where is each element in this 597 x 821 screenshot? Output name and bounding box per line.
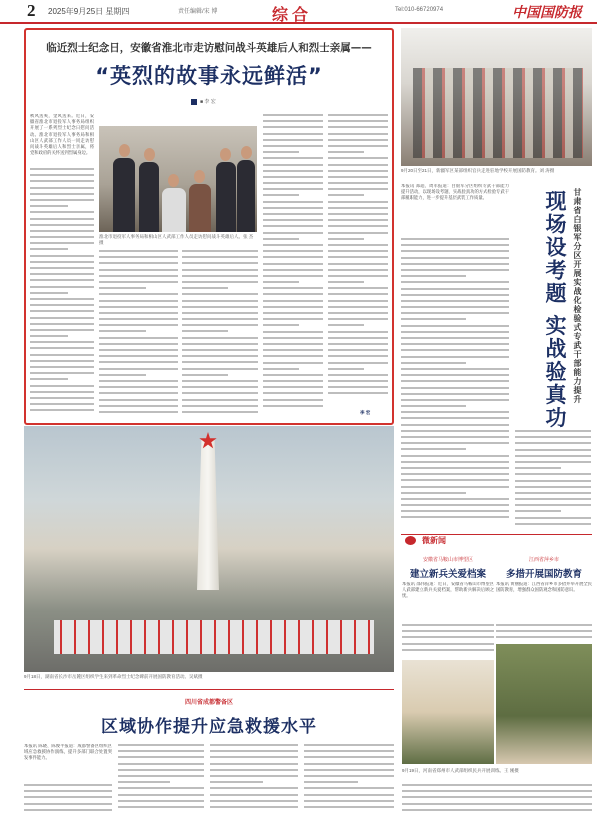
lead-story-text-column-5: [328, 114, 388, 408]
militia-photo-right: [496, 644, 592, 764]
bottom-story-text-column-2: [118, 744, 204, 818]
micro-news-1-body: 本报讯 邵伟报道：近日，安徽省马鞍山市博望区人武部建立新兵关爱档案，帮助新兵解决后顾之忧。: [402, 582, 494, 600]
micro-news-3-text: [402, 784, 592, 816]
side-story-photo: [401, 28, 592, 166]
bottom-story-body: 本报讯 陈晓、陈俊平报道：成都警备区组织区域应急救援协作演练，提升多部门联合处置突发事件能力。: [24, 744, 112, 762]
micro-news-1-text: [402, 624, 494, 656]
lead-story-body: 秋风送爽，金风送来。近日，安徽省淮北市退役军人事务局组织开展了一系列烈士纪念日慰问活动。淮北市退役军人事务局和相山区人武部工作人员一同走访慰问战斗英雄后人和烈士亲属，将党和政府的关怀送到烈属身边。: [30, 114, 94, 157]
lead-story-text-column-3: [182, 250, 258, 418]
side-story-photo-caption: 9月20日至21日，新疆军区某部组织官兵走进驻地学校开展国防教育。刘 涛摄: [401, 168, 555, 173]
side-story-subtitle: 甘肃省白银军分区开展实战化检验式专武干部能力提升: [573, 188, 582, 404]
monument-photo: [24, 426, 394, 672]
bottom-story-kicker: 四川省成都警备区: [184, 699, 233, 706]
bottom-story-headline: 区域协作提升应急救援水平: [101, 717, 317, 737]
side-story-headline: 现场设考题 实战验真功: [543, 190, 567, 430]
phone-number: Tel:010-66720974: [395, 7, 444, 13]
micro-news-title: 微新闻: [422, 536, 446, 545]
paper-logo: 中国国防报: [512, 5, 582, 21]
lead-story-text-column-2: [99, 250, 178, 418]
bottom-story-text-column-4: [304, 744, 394, 818]
militia-photo-left: [402, 660, 494, 764]
lead-story-text-column-4: [263, 114, 323, 418]
bottom-story-rule: [24, 689, 394, 690]
militia-photo-caption: 9月19日，河南省郑州市人武部组织民兵开展训练。王 刚摄: [402, 768, 519, 773]
editors-line: 责任编辑/宋 博: [178, 9, 218, 15]
micro-news-2-headline: 多措开展国防教育: [505, 569, 582, 580]
lead-story-kicker: 临近烈士纪念日，安徽省淮北市走访慰问战斗英雄后人和烈士亲属——: [46, 42, 372, 54]
lead-story-byline: ■ 李 宏: [191, 98, 216, 105]
side-story-text-column-2: [515, 430, 591, 528]
micro-news-1-kicker: 安徽省马鞍山市博望区: [422, 557, 473, 563]
micro-news-icon: [405, 536, 416, 545]
lead-story-author-tag: 李 宏: [360, 410, 371, 415]
bottom-story-text-column-1: [24, 784, 112, 818]
masthead: [0, 0, 597, 24]
lead-story-headline: “英烈的故事永远鲜活”: [95, 64, 323, 88]
issue-date: 2025年9月25日 星期四: [48, 7, 130, 16]
lead-story-text-column-1: [30, 168, 94, 418]
section-title: 综 合: [272, 7, 309, 24]
side-story-body: 本报讯 郑超、周军报道：白银军分区组织专武干部能力提升活动，以现场设考题、实战验真功的方式检验专武干部履职能力，进一步提升基层武装工作质量。: [401, 184, 509, 202]
lead-story-photo-caption: 淮北市退役军人事务局和相山区人武部工作人员走访慰问战斗英雄后人。张 杰摄: [99, 234, 254, 245]
bottom-story-text-column-3: [210, 744, 298, 818]
page-number: 2: [27, 1, 36, 20]
micro-news-1-headline: 建立新兵关爱档案: [409, 569, 486, 580]
micro-news-2-kicker: 江西省萍乡市: [528, 557, 559, 563]
monument-photo-caption: 9月18日，湖南省长沙市岳麓区组织学生来到革命烈士纪念碑前开展国防教育活动。吴斌摄: [24, 674, 203, 679]
lead-story-photo: [99, 126, 257, 232]
side-story-text-column-1: [401, 238, 509, 528]
micro-news-2-text: [496, 624, 592, 642]
micro-news-2-body: 本报讯 黄丽报道：江西省萍乡市多措并举开展全民国防教育，增强群众国防观念和国防意识。: [496, 582, 592, 594]
